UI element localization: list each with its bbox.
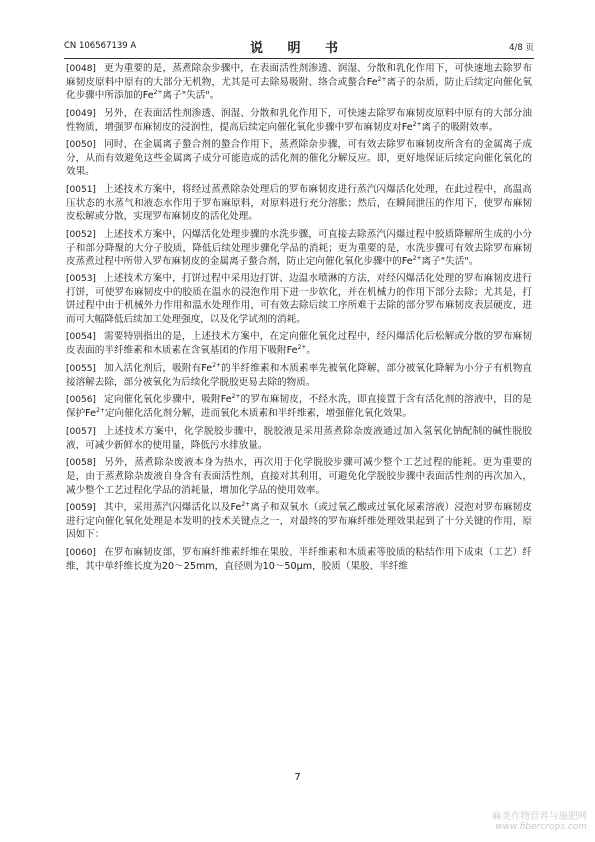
- paragraph-text: 更为重要的是，蒸煮除杂步骤中，在表面活性剂渗透、润湿、分散和乳化作用下，可快速地去除罗布麻韧皮原料中原有的大部分无机物，尤其是可去除易吸附、络合或螯合Fe: [66, 63, 532, 89]
- paragraph-text: 上述技术方案中，打饼过程中采用边打饼、边温水喷淋的方法，对经闪爆活化处理的罗布麻韧皮进行打饼，可使罗布麻韧皮中的胶质在温水的浸泡作用下进一步软化，并在机械力的作用下部分去除；尤其是，打饼过程中由于机械外力作用和温水处理作用，可有效去除后续工序所难于去除的部分罗布麻韧皮表层硬皮，进而可大幅降低后续加工处理强度，以及化学试剂的消耗。: [66, 273, 532, 325]
- paragraph-text: 离子的杂质，防止后续定向催化氧化步骤中所添加的Fe: [66, 77, 532, 102]
- paragraph-number: [0050]: [66, 140, 96, 151]
- paragraph-text: 上述技术方案中，将经过蒸煮除杂处理后的罗布麻韧皮进行蒸汽闪爆活化处理，在此过程中，高温高压状态的水蒸气和液态水作用于罗布麻原料，对原料进行充分溶胀；然后，在瞬间泄压的作用下，使罗布麻韧皮松解或分散，实现罗布麻韧皮的活化处理。: [66, 183, 532, 223]
- paragraph-text: 。: [306, 345, 317, 357]
- document-body: [66, 62, 532, 577]
- watermark-text: 麻类作物营养与施肥网: [491, 811, 587, 822]
- superscript: 2+: [212, 361, 222, 369]
- paragraph: [66, 393, 532, 420]
- paragraph-number: [0048]: [66, 64, 96, 74]
- paragraph-text: 需要特别指出的是，上述技术方案中，在定向催化氧化过程中，经闪爆活化后松解或分散的罗布麻韧皮表面的半纤维素和木质素在含氧基团的作用下吸附Fe: [66, 331, 532, 357]
- paragraph-text: 离子和双氧水（或过氧乙酸或过氧化尿素溶液）浸泡对罗布麻韧皮进行定向催化氧化处理是本发明的技术关键点之一，对最终的罗布麻纤维处理效果起到了十分关键的作用，原因如下：: [66, 502, 532, 541]
- paragraph: [66, 272, 532, 325]
- document-title: 说 明 书: [249, 41, 349, 56]
- paragraph: [66, 183, 532, 223]
- paragraph-text: 上述技术方案中，闪爆活化处理步骤的水洗步骤，可直接去除蒸汽闪爆过程中胶质降解所生成的小分子和部分降聚的大分子胶质，降低后续处理步骤化学品的消耗；更为重要的是，水洗步骤可有效去除罗布麻韧皮蒸煮过程中所带入罗布麻韧皮的金属离子螯合剂，防止定向催化氧化步骤中的Fe: [66, 228, 532, 267]
- paragraph-number: [0054]: [66, 332, 96, 343]
- paragraph: [66, 107, 532, 134]
- page-number: 7: [294, 772, 301, 783]
- watermark: [492, 808, 587, 832]
- paragraph-text: 另外，蒸煮除杂废液本身为热水，再次用于化学脱胶步骤可减少整个工艺过程的能耗。更为重要的是，由于蒸煮除杂废液自身含有表面活性剂，直接对其利用，可避免化学脱胶步骤中表面活性剂的再次加入，减少整个工艺过程化学品的消耗量，增加化学品的使用效率。: [66, 457, 532, 496]
- paragraph-number: [0056]: [66, 395, 96, 406]
- paragraph-text: 离子"失活"。: [421, 255, 479, 267]
- superscript: 2+: [412, 120, 422, 128]
- superscript: 2+: [153, 89, 163, 96]
- paragraph-number: [0051]: [66, 184, 96, 195]
- paragraph-number: [0049]: [66, 108, 96, 119]
- page-header: [64, 37, 534, 57]
- paragraph: [66, 62, 532, 102]
- paragraph-number: [0052]: [66, 229, 96, 240]
- paragraph-text: 另外，在表面活性剂渗透、润湿、分散和乳化作用下，可快速去除罗布麻韧皮原料中原有的大部分油性物质，增强罗布麻韧皮的浸润性，提高后续定向催化氧化步骤中罗布麻韧皮对Fe: [66, 107, 532, 133]
- paragraph-number: [0059]: [66, 503, 96, 514]
- paragraph: [66, 425, 532, 452]
- paragraph-text: 同时，在金属离子螯合剂的螯合作用下，蒸煮除杂步骤，可有效去除罗布麻韧皮所含有的金属离子成分，从而有效避免这些金属离子成分可能造成的活化剂的催化分解反应。即，更好地保证后续定向催化氧化的效果。: [66, 139, 532, 178]
- superscript: 2+: [412, 254, 422, 262]
- paragraph: [66, 501, 532, 541]
- paragraph-number: [0057]: [66, 426, 96, 437]
- paragraph-number: [0058]: [66, 458, 96, 469]
- paragraph: [66, 138, 532, 178]
- watermark-url: www.fibercrops.com: [495, 822, 587, 832]
- paragraph-text: 定向催化氧化步骤中，吸附Fe: [104, 394, 232, 406]
- header-rule: [64, 58, 534, 59]
- page-indicator: 4/8 页: [509, 43, 534, 53]
- superscript: 2+: [297, 343, 307, 351]
- paragraph-text: 其中，采用蒸汽闪爆活化以及Fe: [104, 502, 242, 514]
- superscript: 2+: [241, 500, 251, 508]
- paragraph: [66, 456, 532, 496]
- paragraph-text: 定向催化活化剂分解，进而氧化木质素和半纤维素，增强催化氧化效果。: [104, 408, 412, 420]
- paragraph-text: 在罗布麻韧皮部，罗布麻纤维素纤维在果胶、半纤维素和木质素等胶质的粘结作用下成束（工艺）纤维，其中单纤维长度为20～25mm，直径则为10～50μm，胶质（果胶、半纤维: [66, 546, 532, 572]
- paragraph: [66, 228, 532, 268]
- paragraph-text: 上述技术方案中，化学脱胶步骤中，脱胶液是采用蒸煮除杂废液通过加入氢氧化钠配制的碱性脱胶液，可减少新鲜水的使用量，降低污水排放量。: [66, 425, 532, 451]
- paragraph: [66, 330, 532, 357]
- paragraph-text: 加入活化剂后，吸附有Fe: [104, 362, 213, 374]
- paragraph-text: 的半纤维素和木质素率先被氧化降解，部分被氧化降解为小分子有机物直接溶解去除，部分被氧化为后续化学脱胶更易去除的物质。: [66, 362, 533, 388]
- paragraph-text: 离子的吸附效率。: [421, 121, 499, 133]
- paragraph-number: [0055]: [66, 363, 96, 374]
- paragraph-text: 的罗布麻韧皮，不经水洗，即直接置于含有活化剂的溶液中，目的是保护Fe: [66, 394, 532, 420]
- superscript: 2+: [231, 393, 241, 400]
- paragraph-number: [0060]: [66, 547, 96, 558]
- patent-number: CN 106567139 A: [64, 41, 137, 51]
- paragraph: [66, 546, 532, 573]
- paragraph-number: [0053]: [66, 274, 96, 285]
- paragraph: [66, 362, 532, 389]
- paragraph-text: 离子"失活"。: [162, 90, 220, 102]
- superscript: 2+: [377, 75, 387, 83]
- superscript: 2+: [96, 407, 105, 415]
